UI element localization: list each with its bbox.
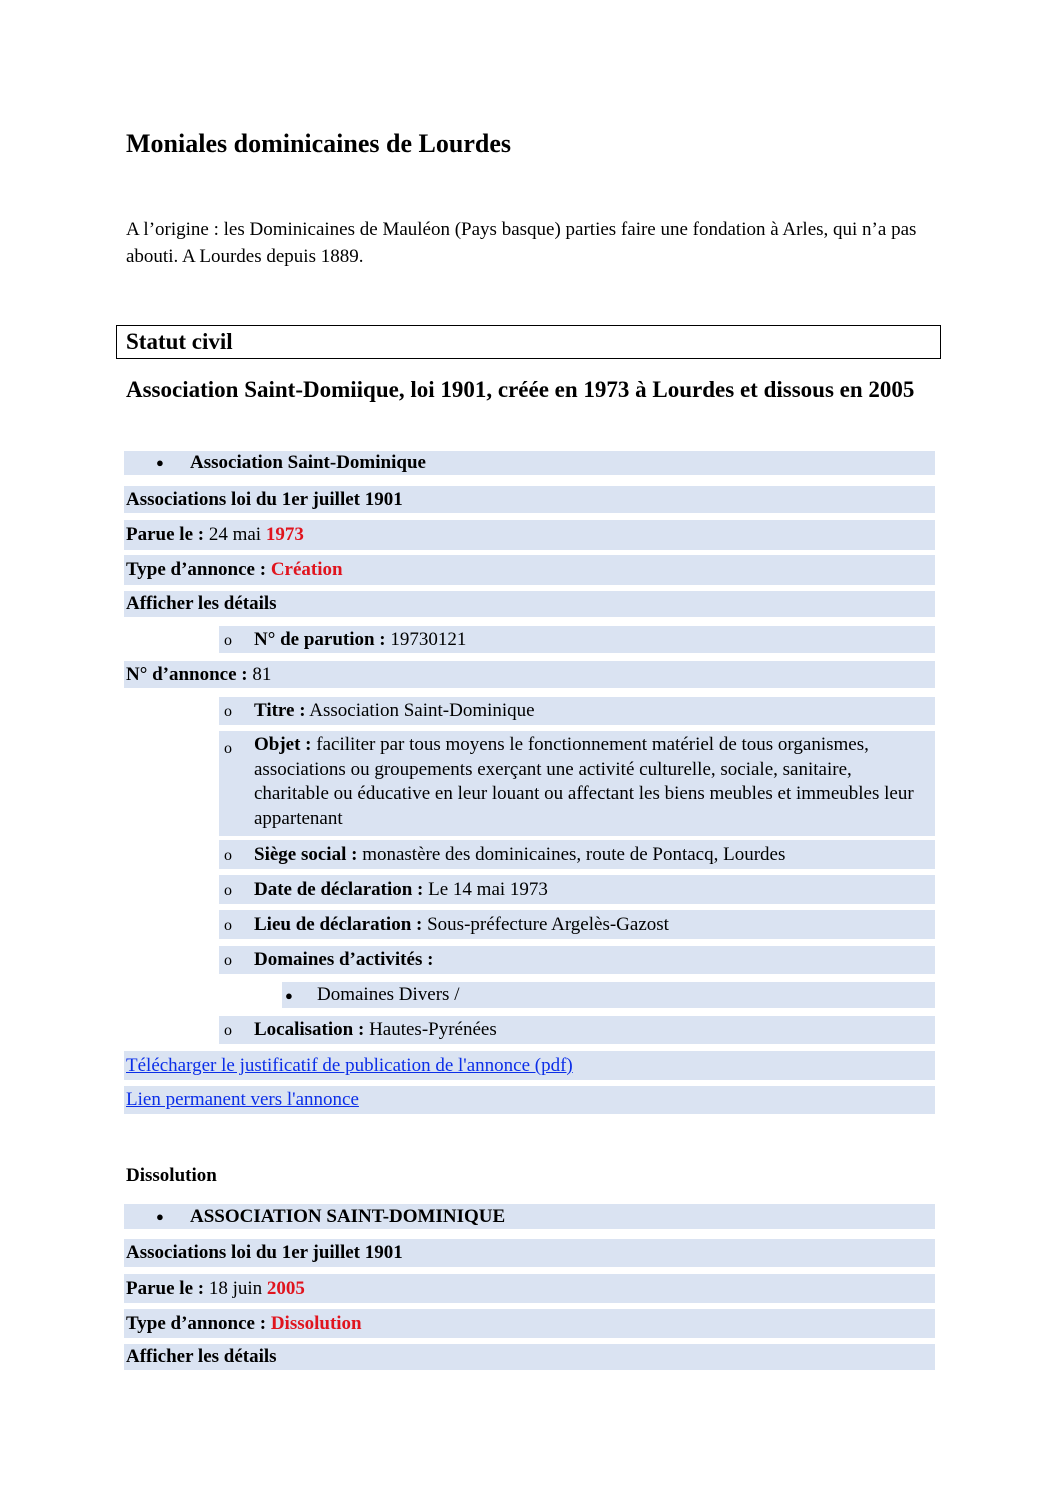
creation-domaines-row xyxy=(219,946,935,974)
creation-parue-year: 1973 xyxy=(265,524,304,545)
page-title: Moniales dominicaines de Lourdes xyxy=(126,129,511,158)
circle-bullet-icon: o xyxy=(224,917,232,934)
creation-localisation-row xyxy=(219,1016,935,1044)
creation-lieu-label: Lieu de déclaration : xyxy=(254,914,423,935)
creation-download-row xyxy=(124,1051,935,1080)
creation-date-label: Date de déclaration : xyxy=(254,879,424,900)
creation-titre-label: Titre : xyxy=(254,700,306,721)
creation-category: Associations loi du 1er juillet 1901 xyxy=(126,489,403,510)
bullet-icon: ● xyxy=(156,455,164,470)
dissolution-type-value: Dissolution xyxy=(270,1313,362,1334)
dissolution-category: Associations loi du 1er juillet 1901 xyxy=(126,1242,403,1263)
circle-bullet-icon: o xyxy=(224,847,232,864)
circle-bullet-icon: o xyxy=(224,952,232,969)
creation-annonce-label: N° d’annonce : xyxy=(126,664,248,685)
permalink-link[interactable]: Lien permanent vers l'annonce xyxy=(126,1089,359,1110)
creation-date-row xyxy=(219,875,935,904)
dissolution-type-label: Type d’annonce : xyxy=(126,1313,267,1334)
dissolution-type-row xyxy=(124,1309,935,1338)
creation-objet-label: Objet : xyxy=(254,734,312,755)
circle-bullet-icon: o xyxy=(224,632,232,649)
creation-annonce-value: 81 xyxy=(252,664,272,685)
dissolution-heading: Dissolution xyxy=(126,1165,217,1186)
statut-civil-heading: Statut civil xyxy=(126,329,233,354)
creation-details-row[interactable] xyxy=(124,591,935,617)
creation-parution-label: N° de parution : xyxy=(254,629,386,650)
creation-type-label: Type d’annonce : xyxy=(126,559,267,580)
creation-category-row xyxy=(124,486,935,513)
dissolution-details-toggle[interactable]: Afficher les détails xyxy=(126,1346,277,1367)
creation-association-name: Association Saint-Dominique xyxy=(190,452,426,473)
creation-permalink-row xyxy=(124,1086,935,1114)
creation-domaines-label: Domaines d’activités : xyxy=(254,949,434,970)
creation-lieu-value: Sous-préfecture Argelès-Gazost xyxy=(427,914,669,935)
dissolution-details-row[interactable] xyxy=(124,1344,935,1370)
creation-parution-value: 19730121 xyxy=(390,629,467,650)
creation-localisation-label: Localisation : xyxy=(254,1019,365,1040)
creation-lieu-row xyxy=(219,910,935,939)
creation-parue-row xyxy=(124,520,935,550)
circle-bullet-icon: o xyxy=(224,740,232,757)
dissolution-parue-label: Parue le : xyxy=(126,1278,205,1299)
dissolution-association-name: ASSOCIATION SAINT-DOMINIQUE xyxy=(190,1206,506,1227)
creation-titre-value: Association Saint-Dominique xyxy=(309,700,535,721)
creation-localisation-value: Hautes-Pyrénées xyxy=(369,1019,497,1040)
creation-titre-row xyxy=(219,697,935,725)
statut-civil-box xyxy=(116,325,941,359)
creation-parue-day: 24 mai xyxy=(208,524,262,545)
creation-objet-row xyxy=(219,731,935,836)
creation-type-value: Création xyxy=(270,559,343,580)
creation-type-row xyxy=(124,555,935,585)
dissolution-category-row xyxy=(124,1239,935,1267)
bullet-icon: ● xyxy=(285,988,293,1003)
creation-siege-label: Siège social : xyxy=(254,844,358,865)
circle-bullet-icon: o xyxy=(224,882,232,899)
creation-siege-row xyxy=(219,840,935,869)
creation-annonce-row xyxy=(124,661,935,688)
creation-domaines-item: Domaines Divers / xyxy=(317,984,460,1005)
intro-paragraph: A l’origine : les Dominicaines de Mauléon (Pays basque) parties faire une fondation à Arles, qui n’a pas abouti. A Lourdes depuis 1889. xyxy=(126,219,917,267)
dissolution-parue-year: 2005 xyxy=(266,1278,305,1299)
creation-parue-label: Parue le : xyxy=(126,524,205,545)
creation-objet-value: faciliter par tous moyens le fonctionnement matériel de tous organismes, associations ou groupements exerçant une activité culturelle, sociale, sanitaire, charitable ou éducative en leur louant ou affectant les biens meubles et immeubles leur appartenant xyxy=(254,734,914,829)
circle-bullet-icon: o xyxy=(224,703,232,720)
creation-details-toggle[interactable]: Afficher les détails xyxy=(126,593,277,614)
dissolution-parue-day: 18 juin xyxy=(208,1278,263,1299)
download-pdf-link[interactable]: Télécharger le justificatif de publication de l'annonce (pdf) xyxy=(126,1055,573,1076)
creation-name-row xyxy=(124,451,935,475)
association-heading: Association Saint-Domiique, loi 1901, créée en 1973 à Lourdes et dissous en 2005 xyxy=(126,377,915,402)
circle-bullet-icon: o xyxy=(224,1022,232,1039)
creation-parution-row xyxy=(219,626,935,653)
creation-date-value: Le 14 mai 1973 xyxy=(428,879,548,900)
dissolution-name-row xyxy=(124,1204,935,1229)
creation-siege-value: monastère des dominicaines, route de Pontacq, Lourdes xyxy=(362,844,786,865)
dissolution-parue-row xyxy=(124,1274,935,1303)
creation-domaines-item-row xyxy=(282,982,935,1008)
bullet-icon: ● xyxy=(156,1209,164,1224)
